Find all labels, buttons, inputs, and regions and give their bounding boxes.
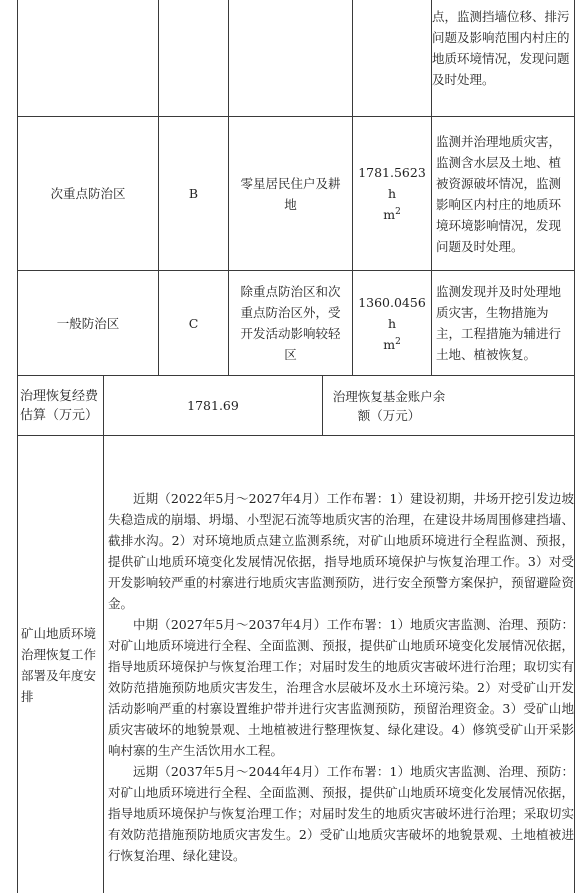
plan-label: 矿山地质环境治理恢复工作部署及年度安排: [21, 625, 97, 704]
scope-cell: [229, 117, 352, 270]
scope-text: 零星居民住户及耕地: [240, 175, 341, 212]
measures-text: 监测并治理地质灾害，监测含水层及土地、植被资源破坏情况，监测影响区内村庄的地质环境环境影响情况，发现问题及时处理。: [436, 133, 562, 254]
area-cell: [353, 117, 431, 270]
zone-label: 一般防治区: [56, 315, 120, 331]
plan-paragraph-long-term: 远期（2037年5月～2044年4月）工作布署：1）地质灾害监测、治理、预防：对矿山地质环境进行全程、全面监测、预报，提供矿山地质环境变化发展情况依据，指导地质环境保护与恢复治理工作；对届时发生的地质灾害破坏进行治理；采取切实有效防范措施预防地质灾害发生。2）受矿山地质灾害破坏的地貌景观、土地植被进行恢复治理、绿化建设。: [108, 764, 574, 863]
table-border-right: [574, 0, 575, 893]
cost-label-cell: [20, 376, 102, 435]
fund-label-cell: [323, 376, 455, 435]
plan-paragraph-near-term: 近期（2022年5月～2027年4月）工作布署：1）建设初期，井场开挖引发边坡失稳造成的崩塌、坍塌、小型泥石流等地质灾害的治理，在建设井场周围修建挡墙、截排水沟。2）对环境地质点建立监测系统，对矿山地质环境进行全程监测、预报，提供矿山地质环境变化发展情况依据，指导地质环境保护与恢复治理工作。3）对受开发影响较严重的村寨进行地质灾害监测预防，进行安全预警方案保护，预留避险资金。: [108, 491, 574, 611]
measures-text: 监测发现并及时处理地质灾害，生物措施为主，工程措施为辅进行土地、植被恢复。: [436, 284, 562, 362]
zone-cell: [18, 117, 158, 270]
measures-cell: [432, 271, 570, 375]
scope-text: 除重点防治区和次重点防治区外，受开发活动影响较轻区: [240, 284, 341, 362]
measures-text: 点，监测挡墙位移、排污问题及影响范围内村庄的地质环境情况，发现问题及时处理。: [432, 9, 570, 87]
zone-label: 次重点防治区: [50, 186, 126, 201]
cost-value-cell: [104, 376, 322, 435]
plan-content: [108, 488, 574, 866]
column-divider: [103, 375, 104, 893]
area-value: 1781.5623h $m^2$: [358, 165, 426, 222]
fund-value-cell: [455, 376, 574, 435]
cost-value: 1781.69: [187, 398, 239, 413]
fund-label: 治理恢复基金账户余额（万元）: [332, 388, 446, 423]
scope-cell: [229, 271, 352, 375]
zone-code: B: [188, 186, 199, 201]
measures-cell-continued: [432, 6, 570, 114]
zone-code: C: [188, 315, 199, 331]
code-cell: [159, 271, 228, 375]
code-cell: [159, 117, 228, 270]
area-cell: [353, 271, 431, 375]
measures-cell: [432, 117, 570, 270]
plan-paragraph-mid-term: 中期（2027年5月～2037年4月）工作布署：1）地质灾害监测、治理、预防：对矿山地质环境进行全程、全面监测、预报，提供矿山地质环境变化发展情况依据，指导地质环境保护与恢复治理工作；对届时发生的地质灾害破坏进行治理；取切实有效防范措施预防地质灾害发生，治理含水层破坏及水土环境污染。2）对受矿山开发活动影响严重的村寨设置维护带并进行灾害监测预防，预留治理资金。3）受矿山地质灾害破坏的地貌景观、土地植被进行整理恢复、绿化建设。4）修筑受矿山开采影响村寨的生产生活饮用水工程。: [108, 617, 574, 758]
cost-label: 治理恢复经费估算（万元）: [20, 388, 99, 423]
zone-cell: [18, 271, 158, 375]
plan-label-cell: [21, 436, 101, 893]
area-value: 1360.0456h $m^2$: [358, 294, 426, 352]
